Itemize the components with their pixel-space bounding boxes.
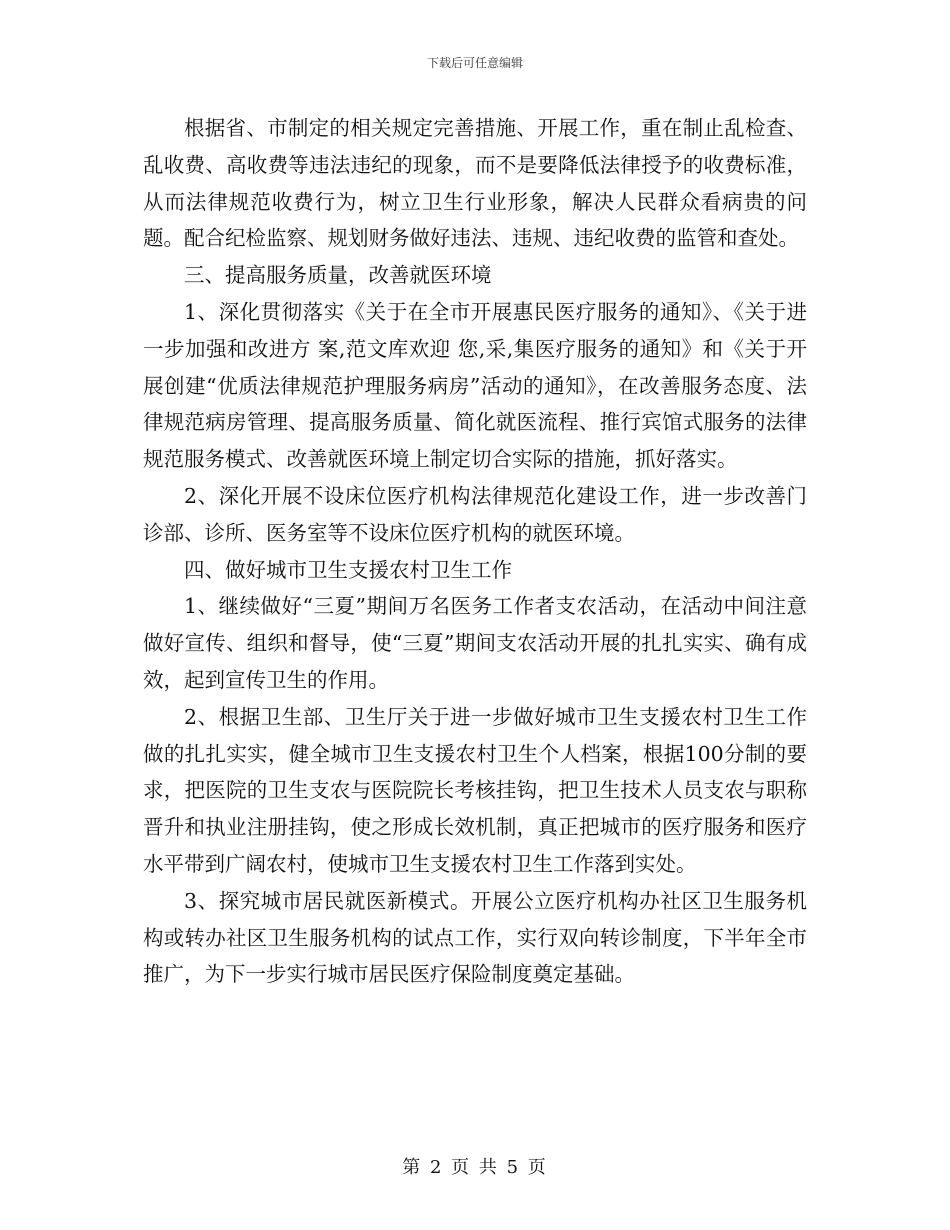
document-body (143, 110, 807, 993)
section-heading-service-quality: 三、提高服务质量，改善就医环境 (184, 263, 492, 288)
paragraph-service-quality-1: 1、深化贯彻落实《关于在全市开展惠民医疗服务的通知》、《关于进一步加强和改进方 案,范文库欢迎 您,采,集医疗服务的通知》和《关于开展创建“优质法律规范护理服务病房”活动的通知》，在改善服务态度、法律规范病房管理、提高服务质量、简化就医流程、推行宾馆式服务的法律规范服务模式、改善就医环境上制定切合实际的措施，抓好落实。 (143, 299, 807, 472)
section-heading-rural-support: 四、做好城市卫生支援农村卫生工作 (184, 557, 512, 582)
paragraph-rural-support-3: 3、探究城市居民就医新模式。开展公立医疗机构办社区卫生服务机构或转办社区卫生服务机构的试点工作，实行双向转诊制度，下半年全市推广，为下一步实行城市居民医疗保险制度奠定基础。 (143, 888, 807, 987)
page-number: 第 2 页 共 5 页 (402, 1157, 548, 1178)
paragraph-service-quality-2: 2、深化开展不设床位医疗机构法律规范化建设工作，进一步改善门诊部、诊所、医务室等不设床位医疗机构的就医环境。 (143, 483, 807, 545)
paragraph-rural-support-2: 2、根据卫生部、卫生厅关于进一步做好城市卫生支援农村卫生工作做的扎扎实实，健全城市卫生支援农村卫生个人档案，根据100分制的要求，把医院的卫生支农与医院院长考核挂钩，把卫生技术人员支农与职称晋升和执业注册挂钩，使之形成长效机制，真正把城市的医疗服务和医疗水平带到广阔农村，使城市卫生支援农村卫生工作落到实处。 (143, 704, 807, 876)
paragraph-fee-regulation: 根据省、市制定的相关规定完善措施、开展工作，重在制止乱检查、乱收费、高收费等违法违纪的现象，而不是要降低法律授予的收费标准，从而法律规范收费行为，树立卫生行业形象，解决人民群众看病贵的问题。配合纪检监察、规划财务做好违法、违规、违纪收费的监管和查处。 (143, 116, 807, 251)
page-header: 下载后可任意编辑 (426, 56, 523, 70)
paragraph-rural-support-1: 1、继续做好“三夏”期间万名医务工作者支农活动，在活动中间注意做好宣传、组织和督导，使“三夏”期间支农活动开展的扎扎实实、确有成效，起到宣传卫生的作用。 (143, 594, 807, 692)
